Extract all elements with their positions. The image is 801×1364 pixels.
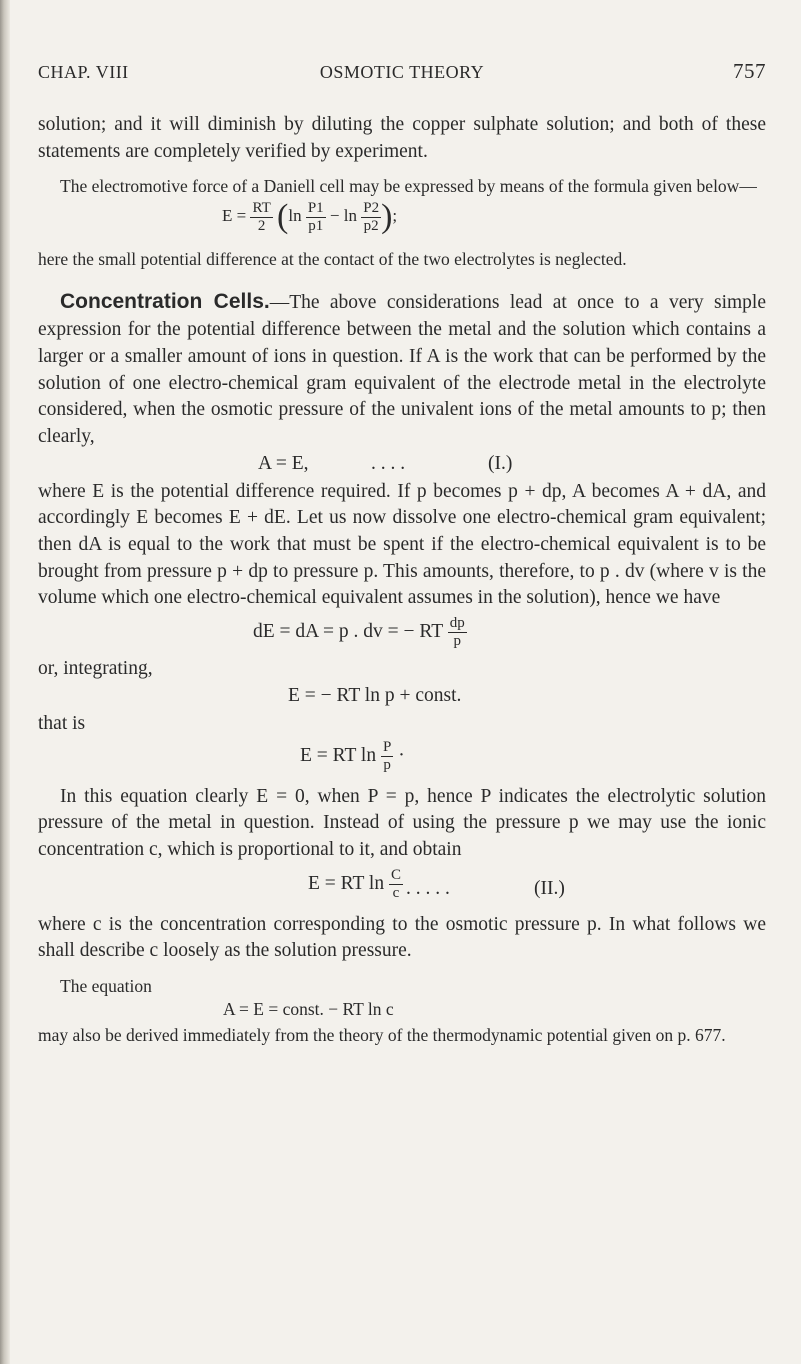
- section-heading: Concentration Cells.: [60, 290, 270, 314]
- formula-coefficient: $\frac{RT}{2}$: [252, 199, 271, 234]
- page-number: 757: [733, 59, 766, 83]
- paragraph-1: solution; and it will diminish by diluting the copper sulphate solution; and both of these statements are completely verified by experiment.: [38, 114, 766, 162]
- paragraph-2: The electromotive force of a Daniell cell may be expressed by means of the formula given below—: [60, 176, 757, 197]
- equation-5: E = RT ln $\frac{C}{c}$ . . . . . (II.): [308, 866, 565, 901]
- paragraph-4: [38, 289, 766, 450]
- chapter-label: CHAP. VIII: [38, 62, 129, 82]
- equation-1-label: (I.): [488, 452, 513, 474]
- formula-ln-2: ln: [343, 206, 357, 226]
- equation-5-label: (II.): [534, 877, 565, 899]
- equation-6: A = E = const. − RT ln c: [223, 999, 394, 1020]
- page-binding-edge: [0, 0, 10, 1364]
- equation-4: E = RT ln $\frac{P}{p}$ ·: [300, 738, 405, 773]
- equation-2: dE = dA = p . dv = − RT $\frac{dp}{p}$: [253, 615, 465, 650]
- paragraph-7: where c is the concentration corresponding to the osmotic pressure p. In what follows we shall describe c loosely as the solution pressure.: [38, 913, 766, 962]
- page-body: [38, 112, 766, 1047]
- equation-1: A = E, . . . . (I.): [38, 451, 766, 479]
- running-header: [38, 59, 766, 92]
- equation-4-fraction: $\frac{P}{p}$: [382, 738, 392, 773]
- running-title: OSMOTIC THEORY: [319, 62, 485, 82]
- or-integrating: or, integrating,: [38, 658, 153, 680]
- equation-5-fraction: $\frac{C}{c}$: [390, 866, 401, 901]
- paragraph-4-text: —The above considerations lead at once to a very simple expression for the potential difference between the metal and the solution which contains a larger or a smaller amount of ions in question. If A is the work that can be performed by the solution of one electro-chemical gram equivalent of the electrode metal in the electrolyte considered, when the osmotic pressure of the univalent ions of the metal amounts to p; then clearly,: [38, 292, 766, 447]
- paragraph-8: The equation: [60, 976, 152, 997]
- daniell-formula: E = $\frac{RT}{2}$ (ln $\frac{P1}{p1}$ − ln $\frac{P2}{p2}$ );: [222, 198, 398, 236]
- paragraph-3: here the small potential difference at the contact of the two electrolytes is neglected.: [38, 249, 627, 270]
- that-is: that is: [38, 712, 86, 734]
- paragraph-9: may also be derived immediately from the theory of the thermodynamic potential given on p. 677.: [38, 1025, 726, 1046]
- formula-fraction-1: $\frac{P1}{p1}$: [307, 199, 324, 234]
- formula-lhs: E =: [222, 206, 247, 226]
- equation-2-fraction: $\frac{dp}{p}$: [449, 615, 465, 650]
- equation-3: E = − RT ln p + const.: [288, 684, 462, 706]
- paragraph-5: where E is the potential difference required. If p becomes p + dp, A becomes A + dA, and accordingly E becomes E + dE. Let us now dissolve one electro-chemical gram equivalent; then dA is equal to the work that must be spent if the electro-chemical equivalent is to be brought from pressure p + dp to pressure p. This amounts, therefore, to p . dv (where v is the volume which one electro-chemical equivalent assumes in the solution), hence we have: [38, 480, 766, 609]
- paragraph-6: In this equation clearly E = 0, when P = p, hence P indicates the electrolytic solution pressure of the metal in question. Instead of using the pressure p we may use the ionic concentration c, which is proportional to it, and obtain: [38, 785, 766, 860]
- formula-fraction-2: $\frac{P2}{p2}$: [363, 199, 380, 234]
- formula-ln-1: ln: [288, 206, 302, 226]
